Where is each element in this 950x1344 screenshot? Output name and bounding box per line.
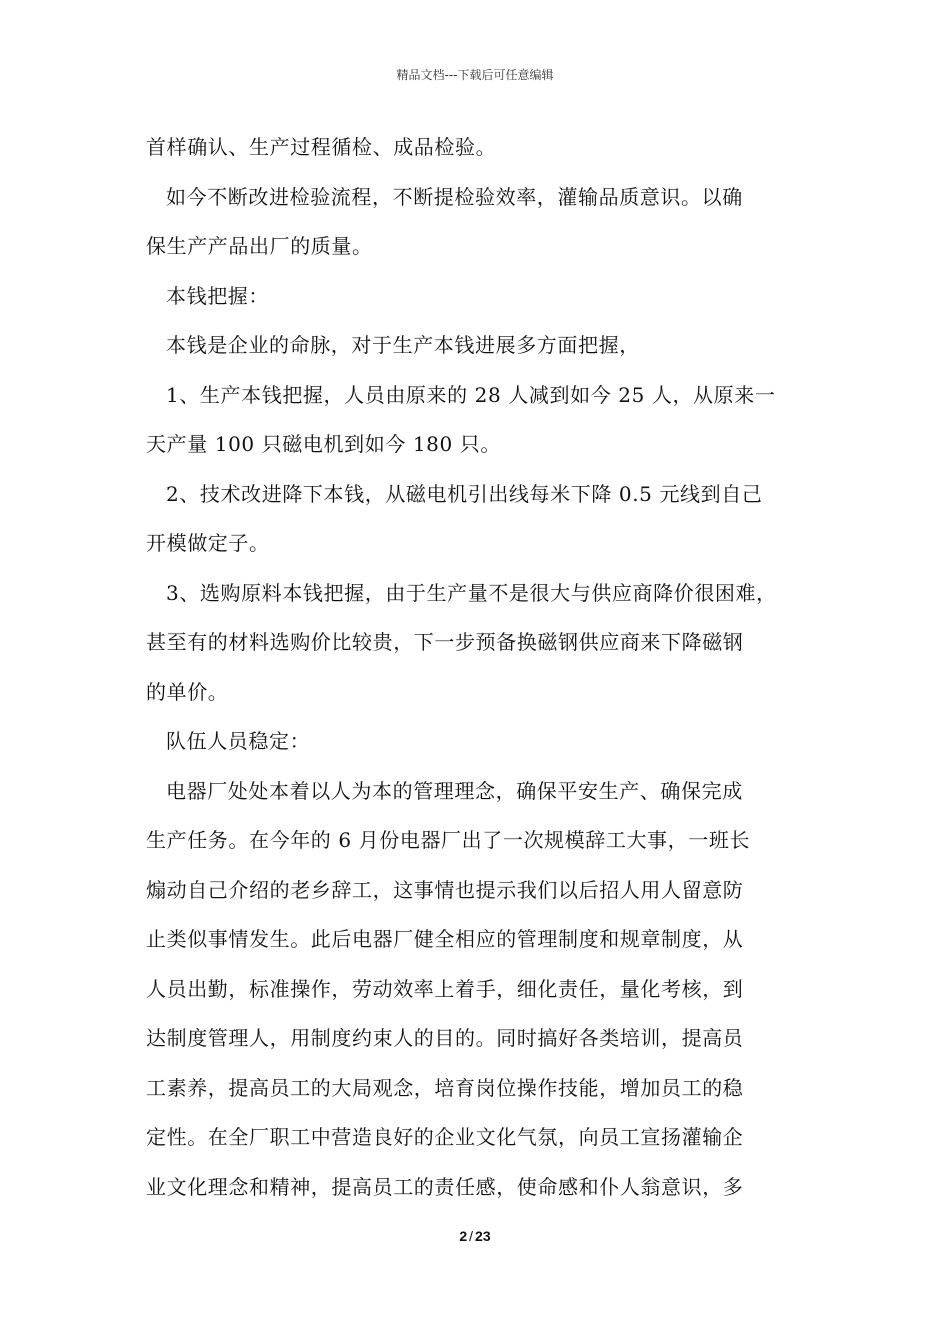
text-line: 保生产产品出厂的质量。: [146, 234, 373, 258]
text-line: 定性。在全厂职工中营造良好的企业文化气氛，向员工宣扬灌输企: [146, 1125, 744, 1149]
page-current: 2: [459, 1228, 468, 1244]
text-line: 开模做定子。: [146, 531, 270, 555]
section-heading: 队伍人员稳定：: [166, 729, 311, 753]
page-header: 精品文档---下载后可任意编辑: [396, 68, 554, 82]
text-line: 如今不断改进检验流程，不断提检验效率，灌输品质意识。以确: [166, 184, 743, 209]
list-item: 1、生产本钱把握，人员由原来的 28 人减到如今 25 人，从原来一: [166, 382, 776, 407]
text-line: 电器厂处处本着以人为本的管理理念，确保平安生产、确保完成: [166, 778, 743, 803]
list-item: 2、技术改进降下本钱，从磁电机引出线每米下降 0.5 元线到自己: [166, 481, 763, 506]
text-line: 本钱是企业的命脉，对于生产本钱进展多方面把握，: [166, 333, 640, 357]
document-body: [146, 132, 816, 1221]
text-line: 生产任务。在今年的 6 月份电器厂出了一次规模辞工大事，一班长: [146, 828, 751, 852]
text-line: 人员出勤，标准操作，劳动效率上着手，细化责任，量化考核，到: [146, 976, 744, 1001]
text-line: 达制度管理人，用制度约束人的目的。同时搞好各类培训，提高员: [146, 1026, 744, 1050]
text-line: 止类似事情发生。此后电器厂健全相应的管理制度和规章制度，从: [146, 927, 744, 951]
text-line: 首样确认、生产过程循检、成品检验。: [146, 135, 497, 159]
list-item: 3、选购原料本钱把握，由于生产量不是很大与供应商降价很困难，: [166, 580, 777, 605]
text-line: 业文化理念和精神，提高员工的责任感，使命感和仆人翁意识，多: [146, 1174, 744, 1199]
text-line: 天产量 100 只磁电机到如今 180 只。: [146, 432, 501, 456]
text-line: 工素养，提高员工的大局观念，培育岗位操作技能，增加员工的稳: [146, 1075, 744, 1100]
text-line: 煽动自己介绍的老乡辞工，这事情也提示我们以后招人用人留意防: [146, 877, 744, 902]
text-line: 的单价。: [146, 679, 229, 704]
page-number: [0, 1228, 950, 1244]
section-heading: 本钱把握：: [166, 283, 269, 308]
page-separator: /: [469, 1228, 474, 1244]
page-total: 23: [475, 1228, 491, 1244]
text-line: 甚至有的材料选购价比较贵，下一步预备换磁钢供应商来下降磁钢: [146, 630, 744, 654]
